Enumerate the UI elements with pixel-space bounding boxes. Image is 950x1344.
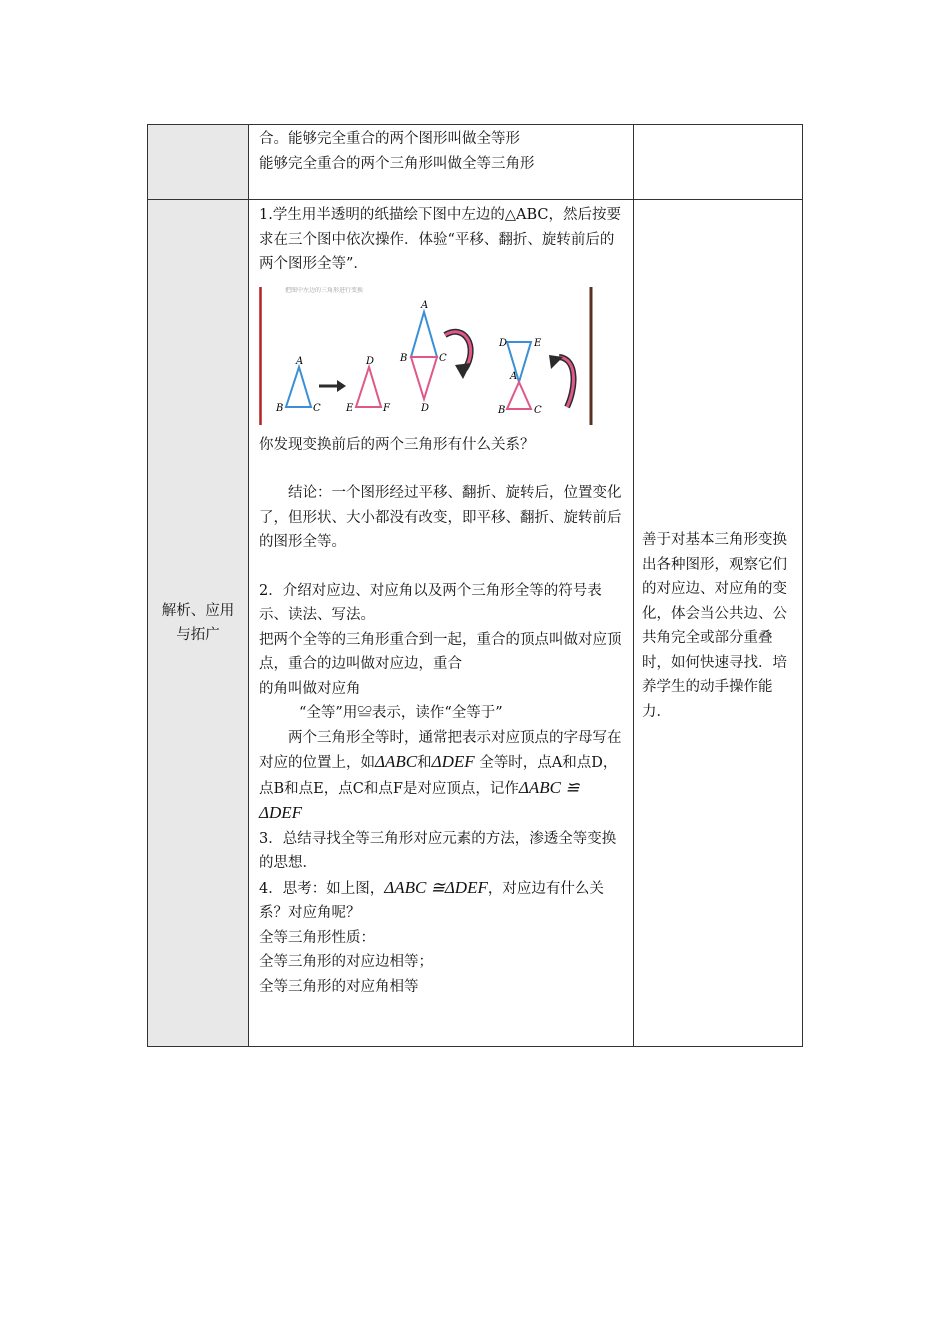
label-a1: A (296, 355, 304, 367)
math-congruence: ΔABC ≌ ΔDEF (259, 777, 580, 822)
math-congruence-2: ΔABC ≅ΔDEF (384, 877, 488, 897)
step2-def-b: 的角叫做对应角 (259, 680, 361, 697)
step2-text: 2．介绍对应边、对应角以及两个三角形全等的符号表示、读法、写法。 (259, 582, 602, 623)
row1-content-cell (249, 125, 634, 200)
row1-label-cell (148, 125, 249, 200)
step4-paragraph (259, 876, 625, 926)
table-row (148, 200, 803, 1047)
notation-text-a: 两个三角形全等时，通常把表示对应顶点的字母写在对应的位置上，如 (259, 729, 622, 771)
step3-text: 3．总结寻找全等三角形对应元素的方法，渗透全等变换的思想． (259, 830, 617, 871)
math-abc: ΔABC (375, 752, 418, 771)
label-e3: E (534, 337, 542, 349)
label-c3: C (534, 404, 542, 416)
lesson-table (147, 124, 803, 1047)
step2-def-a: 把两个全等的三角形重合到一起，重合的顶点叫做对应顶点，重合的边叫做对应边，重合 (259, 631, 622, 672)
section-label: 解析、应用与拓广 (161, 603, 235, 643)
label-c1: C (313, 402, 321, 414)
teaching-note: 善于对基本三角形变换出各种图形，观察它们的对应边、对应角的变化，体会当公共边、公共角完全或部分重叠时，如何快速寻找．培养学生的动手操作能力． (642, 532, 787, 720)
label-a2: A (421, 299, 429, 311)
notation-and: 和 (417, 755, 432, 771)
notation-text-b: 全等时，点A和点D，点B和点E，点C和点F是对应顶点，记作 (259, 755, 618, 797)
step1-text: 1.学生用半透明的纸描绘下图中左边的△ABC，然后按要求在三个图中依次操作．体验“平移、翻折、旋转前后的两个图形全等”． (259, 207, 621, 272)
transformation-figure (259, 287, 593, 427)
row1-line1: 合。能够完全重合的两个图形叫做全等形 (259, 131, 520, 147)
row2-note-cell (634, 200, 803, 1047)
label-e1: E (346, 402, 354, 414)
figure-caption: 把图中左边的三角形进行变换 (285, 286, 364, 294)
transformation-diagram (259, 287, 593, 427)
property-angles: 全等三角形的对应角相等 (259, 978, 419, 995)
step4-text-a: 4．思考：如上图， (259, 880, 385, 897)
label-d1: D (366, 355, 375, 367)
table-row (148, 125, 803, 200)
question-1: 你发现变换前后的两个三角形有什么关系？ (259, 436, 535, 453)
property-sides: 全等三角形的对应边相等； (259, 954, 433, 970)
property-heading: 全等三角形性质： (259, 929, 375, 946)
row1-line2: 能够完全重合的两个三角形叫做全等三角形 (259, 155, 535, 172)
row2-label-cell (148, 200, 249, 1047)
row1-note-cell (634, 125, 803, 200)
label-b3: B (498, 404, 506, 416)
congruence-symbol-text: “全等”用≌表示，读作“全等于” (299, 705, 503, 721)
label-a3: A (510, 370, 518, 382)
row2-content-cell (249, 200, 634, 1047)
label-b2: B (400, 352, 408, 364)
step4-text-b: ，对应边有什么关系？对应角呢？ (259, 880, 604, 921)
label-f1: F (383, 402, 390, 414)
label-d3: D (499, 337, 508, 349)
notation-paragraph (259, 726, 625, 827)
label-b1: B (276, 402, 284, 414)
label-c2: C (439, 352, 447, 364)
label-d2: D (421, 402, 430, 414)
conclusion-text: 结论：一个图形经过平移、翻折、旋转后，位置变化了，但形状、大小都没有改变，即平移、翻折、旋转前后的图形全等。 (259, 485, 622, 550)
math-def: ΔDEF (431, 752, 475, 771)
